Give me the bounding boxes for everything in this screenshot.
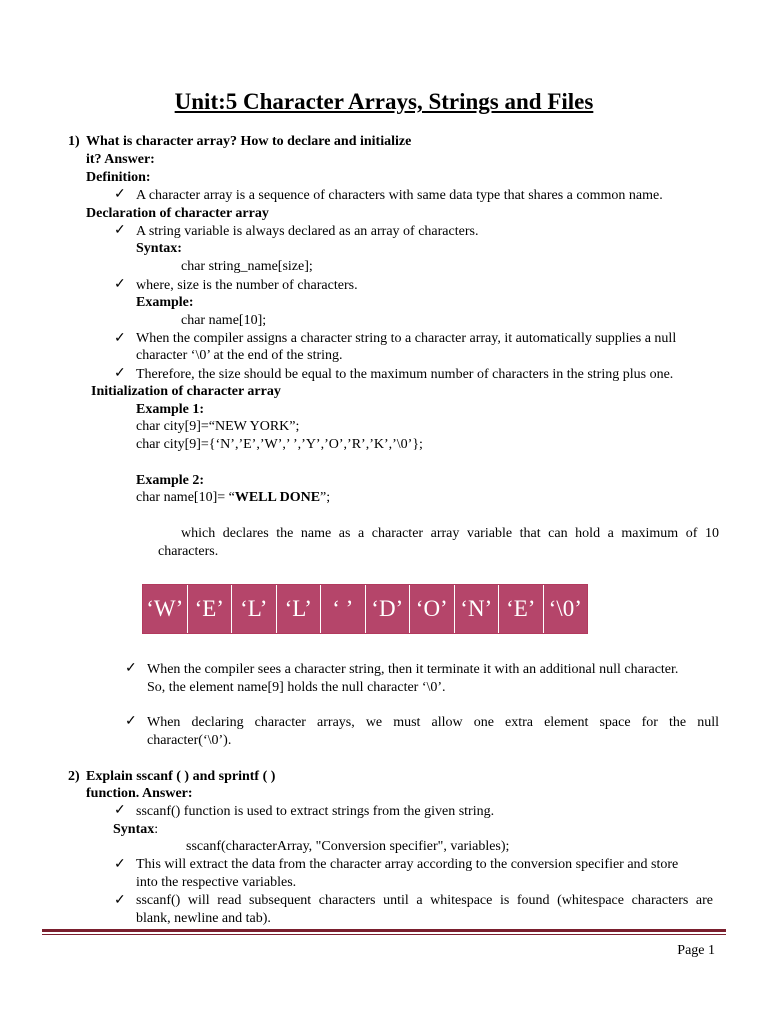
check-icon: ✓ — [114, 187, 126, 202]
example-2-label: Example 2: — [136, 473, 205, 488]
declaration-heading: Declaration of character array — [86, 206, 269, 221]
check-icon: ✓ — [114, 893, 126, 908]
footer-rule-thick — [42, 929, 726, 932]
question-2-number: 2) — [68, 769, 80, 784]
q2-bullet-3-line2: blank, newline and tab). — [136, 911, 271, 926]
after-bullet-1-line1: When the compiler sees a character string, then it terminate it with an additional null character. — [147, 662, 679, 677]
check-icon: ✓ — [114, 857, 126, 872]
check-icon: ✓ — [114, 223, 126, 238]
page-title: Unit:5 Character Arrays, Strings and Files — [174, 89, 594, 114]
declaration-bullet-1: A string variable is always declared as an array of characters. — [136, 224, 479, 239]
after-bullet-2-line1: When declaring character arrays, we must allow one extra element space for the null — [147, 715, 719, 730]
question-1-line1: What is character array? How to declare and initialize — [86, 134, 412, 149]
check-icon: ✓ — [114, 331, 126, 346]
check-icon: ✓ — [114, 277, 126, 292]
example-1-label: Example 1: — [136, 402, 205, 417]
q2-syntax-label — [113, 821, 158, 839]
after-bullet-2-line2: character(‘\0’). — [147, 733, 232, 748]
declaration-bullet-2: where, size is the number of characters. — [136, 278, 358, 293]
check-icon: ✓ — [125, 714, 137, 729]
array-cell: ‘N’ — [455, 585, 500, 633]
syntax-label: Syntax: — [136, 241, 182, 256]
declaration-bullet-3-line1: When the compiler assigns a character string to a character array, it automatically supplies a null — [136, 331, 677, 346]
q2-syntax-colon: : — [154, 822, 159, 837]
question-1-line2: it? Answer: — [86, 152, 155, 167]
check-icon: ✓ — [125, 661, 137, 676]
array-cell: ‘E’ — [499, 585, 544, 633]
syntax-code: char string_name[size]; — [181, 259, 313, 274]
array-cell: ‘W’ — [143, 585, 188, 633]
q2-bullet-3-line1: sscanf() will read subsequent characters until a whitespace is found (whitespace characters are — [136, 893, 713, 908]
array-cell: ‘ ’ — [321, 585, 366, 633]
character-array-diagram — [142, 584, 588, 634]
example-2-suffix: ”; — [320, 490, 331, 505]
example-2-prefix: char name[10]= “ — [136, 490, 235, 505]
declaration-bullet-3-line2: character ‘\0’ at the end of the string. — [136, 348, 343, 363]
example-2-code — [136, 489, 330, 507]
page-number: Page 1 — [677, 943, 715, 958]
declaration-bullet-4: Therefore, the size should be equal to the maximum number of characters in the string plus one. — [136, 367, 674, 382]
example-1-line2: char city[9]={‘N’,’E’,’W’,’ ’,’Y’,’O’,’R’,’K’,’\0’}; — [136, 437, 423, 452]
q2-syntax-word: Syntax — [113, 822, 155, 837]
array-cell: ‘L’ — [232, 585, 277, 633]
array-cell: ‘D’ — [366, 585, 411, 633]
q2-bullet-1: sscanf() function is used to extract strings from the given string. — [136, 804, 495, 819]
paragraph-line2: characters. — [158, 544, 219, 559]
array-cell: ‘E’ — [188, 585, 233, 633]
q2-syntax-code: sscanf(characterArray, "Conversion specifier", variables); — [186, 839, 510, 854]
example-label: Example: — [136, 295, 194, 310]
paragraph-line1: which declares the name as a character array variable that can hold a maximum of 10 — [181, 526, 719, 541]
example-1-line1: char city[9]=“NEW YORK”; — [136, 419, 300, 434]
initialization-heading: Initialization of character array — [91, 384, 281, 399]
definition-text: A character array is a sequence of characters with same data type that shares a common name. — [136, 188, 663, 203]
q2-bullet-2-line2: into the respective variables. — [136, 875, 297, 890]
example-2-bold: WELL DONE — [234, 490, 321, 505]
definition-heading: Definition: — [86, 170, 151, 185]
array-cell: ‘\0’ — [544, 585, 588, 633]
check-icon: ✓ — [114, 803, 126, 818]
after-bullet-1-line2: So, the element name[9] holds the null character ‘\0’. — [147, 680, 446, 695]
question-2-line2: function. Answer: — [86, 786, 193, 801]
q2-bullet-2-line1: This will extract the data from the character array according to the conversion specifier and store — [136, 857, 679, 872]
question-1-number: 1) — [68, 134, 80, 149]
footer-rule-thin — [42, 934, 726, 935]
array-cell: ‘L’ — [277, 585, 322, 633]
check-icon: ✓ — [114, 366, 126, 381]
question-2-line1: Explain sscanf ( ) and sprintf ( ) — [86, 769, 276, 784]
example-code: char name[10]; — [181, 313, 267, 328]
array-cell: ‘O’ — [410, 585, 455, 633]
